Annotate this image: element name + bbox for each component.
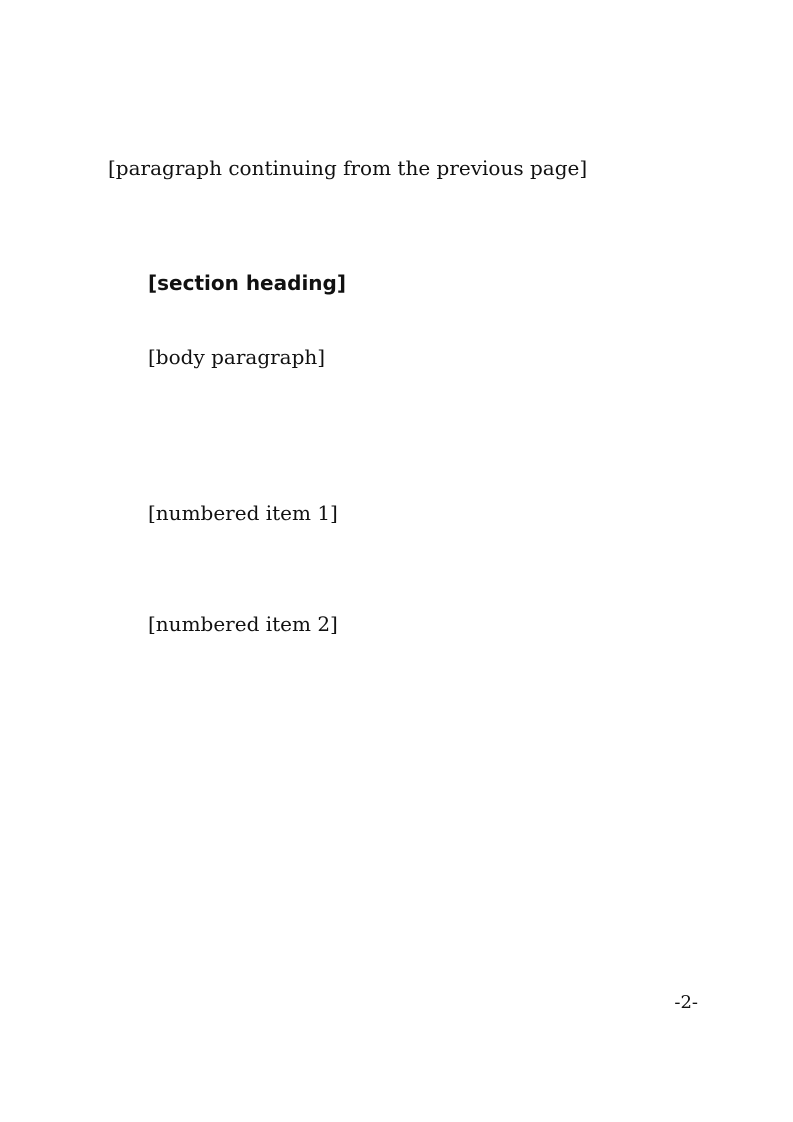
page-number: -2- <box>674 992 698 1013</box>
paragraph: [numbered item 1] <box>148 501 338 525</box>
paragraph: [paragraph continuing from the previous page] <box>108 156 588 180</box>
paragraph: [body paragraph] <box>148 345 326 369</box>
section-heading: [section heading] <box>148 271 346 295</box>
paragraph: [numbered item 2] <box>148 612 338 636</box>
